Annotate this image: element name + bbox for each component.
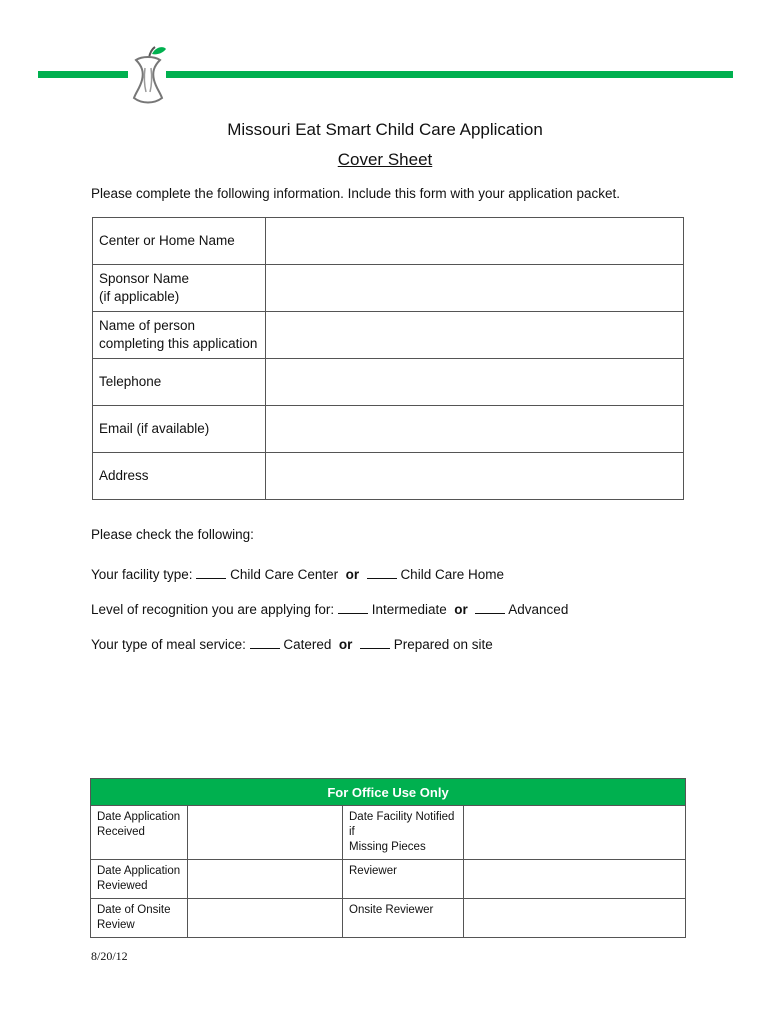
table-row bbox=[91, 899, 686, 938]
footer-date: 8/20/12 bbox=[91, 949, 128, 963]
table-row bbox=[93, 359, 684, 406]
meal-prepared-check[interactable] bbox=[360, 636, 390, 649]
facility-home-check[interactable] bbox=[367, 566, 397, 579]
field-label-email: Email (if available) bbox=[93, 406, 266, 453]
address-field[interactable] bbox=[266, 453, 684, 500]
table-row bbox=[93, 453, 684, 500]
table-row bbox=[93, 312, 684, 359]
facility-type-line: Your facility type: Child Care Center or Child Care Home bbox=[91, 567, 504, 582]
office-use-table bbox=[90, 778, 686, 938]
office-use-heading: For Office Use Only bbox=[91, 779, 686, 806]
person-completing-field[interactable] bbox=[266, 312, 684, 359]
telephone-field[interactable] bbox=[266, 359, 684, 406]
meal-catered-check[interactable] bbox=[250, 636, 280, 649]
office-label-reviewer: Reviewer bbox=[343, 860, 464, 899]
table-row bbox=[93, 406, 684, 453]
facility-center-check[interactable] bbox=[196, 566, 226, 579]
date-reviewed-field[interactable] bbox=[188, 860, 343, 899]
apple-core-logo-icon bbox=[128, 44, 168, 106]
check-section-title: Please check the following: bbox=[91, 527, 254, 542]
center-name-field[interactable] bbox=[266, 218, 684, 265]
sponsor-name-field[interactable] bbox=[266, 265, 684, 312]
field-label-telephone: Telephone bbox=[93, 359, 266, 406]
field-label-center-name: Center or Home Name bbox=[93, 218, 266, 265]
applicant-info-table bbox=[92, 217, 684, 500]
recognition-intermediate-check[interactable] bbox=[338, 601, 368, 614]
onsite-reviewer-field[interactable] bbox=[464, 899, 686, 938]
table-row bbox=[93, 265, 684, 312]
meal-service-line: Your type of meal service: Catered or Prepared on site bbox=[91, 637, 493, 652]
office-label-onsite-reviewer: Onsite Reviewer bbox=[343, 899, 464, 938]
recognition-level-line: Level of recognition you are applying for: Intermediate or Advanced bbox=[91, 602, 569, 617]
header-green-rule-left bbox=[38, 71, 128, 78]
reviewer-field[interactable] bbox=[464, 860, 686, 899]
date-notified-field[interactable] bbox=[464, 806, 686, 860]
office-label-date-reviewed: Date Application Reviewed bbox=[91, 860, 188, 899]
email-field[interactable] bbox=[266, 406, 684, 453]
field-label-sponsor-name: Sponsor Name (if applicable) bbox=[93, 265, 266, 312]
field-label-address: Address bbox=[93, 453, 266, 500]
header-green-rule-right bbox=[166, 71, 733, 78]
table-row bbox=[91, 806, 686, 860]
page-title: Missouri Eat Smart Child Care Application bbox=[227, 120, 543, 139]
table-row bbox=[93, 218, 684, 265]
intro-text: Please complete the following information. Include this form with your application packet. bbox=[91, 186, 621, 201]
onsite-review-date-field[interactable] bbox=[188, 899, 343, 938]
field-label-person-completing: Name of person completing this application bbox=[93, 312, 266, 359]
date-received-field[interactable] bbox=[188, 806, 343, 860]
office-label-onsite-review: Date of Onsite Review bbox=[91, 899, 188, 938]
recognition-advanced-check[interactable] bbox=[475, 601, 505, 614]
office-label-date-notified: Date Facility Notified if Missing Pieces bbox=[343, 806, 464, 860]
page-subtitle: Cover Sheet bbox=[337, 150, 433, 169]
office-label-date-received: Date Application Received bbox=[91, 806, 188, 860]
table-row bbox=[91, 860, 686, 899]
